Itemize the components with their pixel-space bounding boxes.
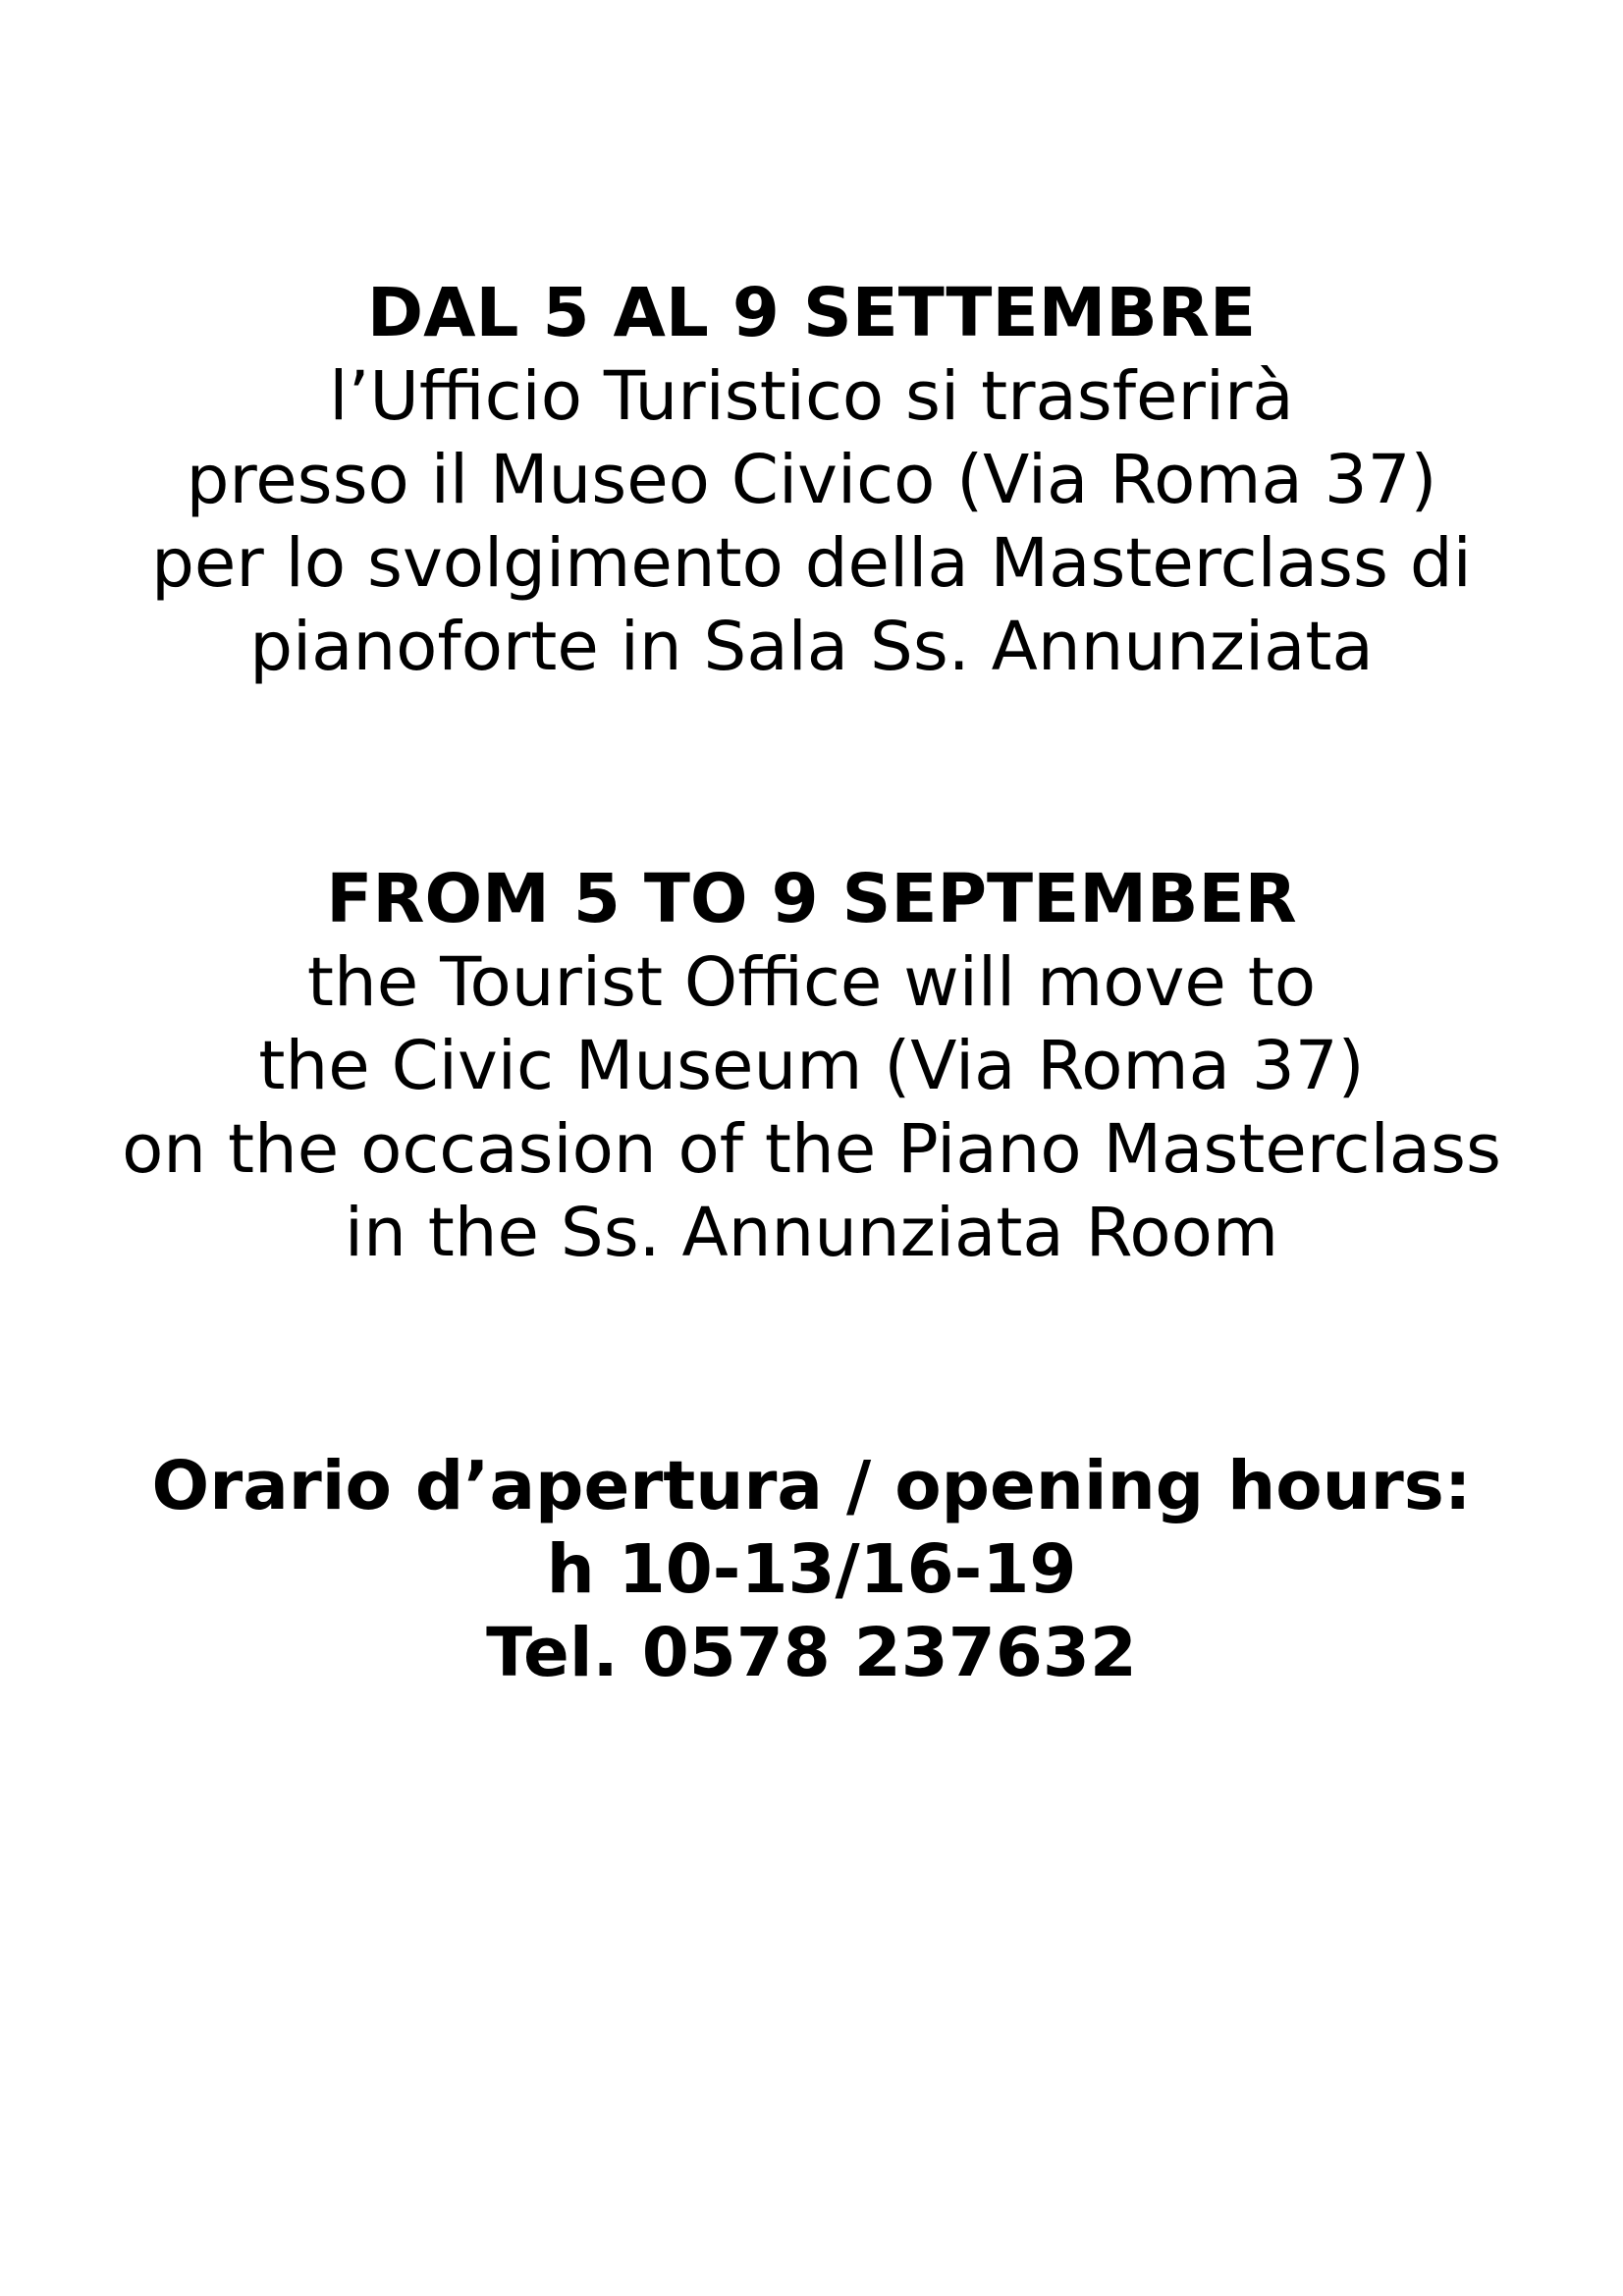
opening-hours xyxy=(0,1445,1623,1695)
phone-number: Tel. 0578 237632 xyxy=(486,1614,1137,1692)
italian-line: per lo svolgimento della Masterclass di xyxy=(151,524,1472,603)
english-line: on the occasion of the Piano Masterclass xyxy=(122,1110,1501,1189)
italian-line: l’Ufficio Turistico si trasferirà xyxy=(329,357,1294,436)
english-line: the Tourist Office will move to xyxy=(306,943,1317,1022)
italian-notice xyxy=(0,271,1623,689)
opening-hours-times: h 10-13/16-19 xyxy=(546,1530,1077,1609)
english-line: the Civic Museum (Via Roma 37) xyxy=(258,1027,1365,1105)
opening-hours-label: Orario d’apertura / opening hours: xyxy=(151,1447,1472,1525)
english-heading: FROM 5 TO 9 SEPTEMBER xyxy=(326,860,1297,938)
italian-line: pianoforte in Sala Ss. Annunziata xyxy=(249,608,1374,686)
english-notice xyxy=(0,857,1623,1275)
english-line: in the Ss. Annunziata Room xyxy=(344,1194,1279,1272)
italian-line: presso il Museo Civico (Via Roma 37) xyxy=(186,441,1437,519)
italian-heading: DAL 5 AL 9 SETTEMBRE xyxy=(366,274,1257,352)
